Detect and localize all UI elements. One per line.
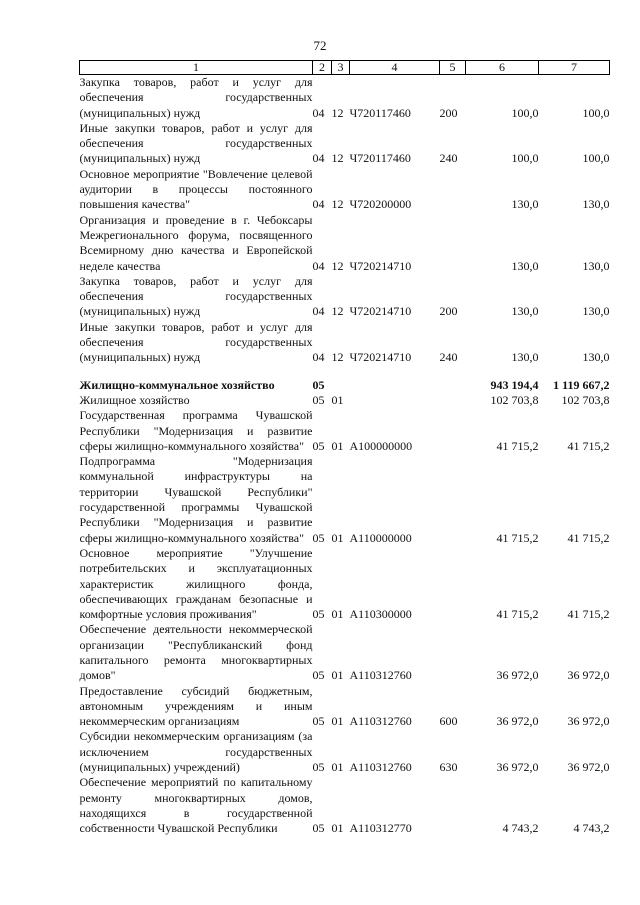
item-name xyxy=(80,366,313,378)
amount-year-1: 36 972,0 xyxy=(496,760,539,775)
table-row xyxy=(80,167,610,213)
amount-year-2: 130,0 xyxy=(582,197,610,212)
subsection-code xyxy=(332,366,350,378)
amount-year-2: 36 972,0 xyxy=(567,760,610,775)
item-name: Организация и проведение в г. Чебоксары Межрегионального форума, посвященного Всемирному дню качества и Европейской неделе качества xyxy=(79,212,313,273)
item-name: Предоставление субсидий бюджетным, автономным учреждениям и иным некоммерческим организациям xyxy=(79,683,313,729)
subsection-code: 01 xyxy=(331,668,344,683)
amount-year-1: 130,0 xyxy=(511,304,539,319)
column-header: 5 xyxy=(440,61,466,75)
amount-year-1: 100,0 xyxy=(511,151,539,166)
section-code: 05 xyxy=(312,760,325,775)
table-row xyxy=(80,454,610,546)
amount-year-2: 1 119 667,2 xyxy=(553,377,610,392)
amount-year-1: 130,0 xyxy=(511,197,539,212)
amount-year-2: 130,0 xyxy=(582,350,610,365)
section-code: 04 xyxy=(312,304,325,319)
column-header: 7 xyxy=(539,61,610,75)
subsection-code: 12 xyxy=(331,105,344,120)
item-name: Обеспечение мероприятий по капитальному ремонту многоквартирных домов, находящихся в государственной собственности Чувашской Республики xyxy=(79,775,313,836)
table-row xyxy=(80,546,610,622)
amount-year-2: 41 715,2 xyxy=(567,438,610,453)
section-code: 05 xyxy=(312,392,325,407)
subsection-code: 01 xyxy=(331,821,344,836)
subsection-code: 12 xyxy=(331,151,344,166)
item-name: Жилищное хозяйство xyxy=(79,392,190,407)
amount-year-2: 41 715,2 xyxy=(567,530,610,545)
item-name: Закупка товаров, работ и услуг для обеспечения государственных (муниципальных) нужд xyxy=(79,75,313,120)
subsection-code: 01 xyxy=(331,438,344,453)
expense-type-code xyxy=(440,167,466,213)
amount-year-2: 100,0 xyxy=(582,105,610,120)
target-article-code xyxy=(350,393,440,408)
target-article-code: Ч720117460 xyxy=(349,105,411,120)
amount-year-1: 130,0 xyxy=(511,350,539,365)
amount-year-1: 36 972,0 xyxy=(496,714,539,729)
amount-year-1: 36 972,0 xyxy=(496,668,539,683)
spacer-row xyxy=(80,366,610,378)
column-header: 6 xyxy=(466,61,539,75)
target-article-code: А110312770 xyxy=(349,821,412,836)
expense-type-code: 240 xyxy=(439,151,458,166)
expense-type-code xyxy=(440,454,466,546)
table-row xyxy=(80,378,610,393)
expense-type-code xyxy=(440,622,466,683)
target-article-code: Ч720214710 xyxy=(349,258,412,273)
table-row xyxy=(80,213,610,274)
table-row xyxy=(80,684,610,730)
item-name: Закупка товаров, работ и услуг для обеспечения государственных (муниципальных) нужд xyxy=(79,273,313,319)
expense-type-code xyxy=(440,366,466,378)
amount-year-1: 943 194,4 xyxy=(490,377,539,392)
section-code: 05 xyxy=(312,714,325,729)
column-header: 3 xyxy=(332,61,350,75)
section-code: 04 xyxy=(312,350,325,365)
section-code: 05 xyxy=(312,607,325,622)
item-name: Иные закупки товаров, работ и услуг для обеспечения государственных (муниципальных) нужд xyxy=(79,319,313,365)
expense-type-code: 240 xyxy=(439,350,458,365)
table-row xyxy=(80,622,610,683)
amount-year-1: 4 743,2 xyxy=(502,821,539,836)
section-code: 05 xyxy=(312,377,325,392)
section-code xyxy=(313,366,332,378)
target-article-code: А110312760 xyxy=(349,760,412,775)
table-row xyxy=(80,393,610,408)
subsection-code: 12 xyxy=(331,258,344,273)
subsection-code: 01 xyxy=(331,714,344,729)
amount-year-1: 41 715,2 xyxy=(496,530,539,545)
table-row xyxy=(80,75,610,121)
target-article-code xyxy=(350,366,440,378)
section-code: 04 xyxy=(312,197,325,212)
column-header: 2 xyxy=(313,61,332,75)
amount-year-1: 41 715,2 xyxy=(496,438,539,453)
target-article-code: А100000000 xyxy=(349,438,413,453)
expense-type-code: 630 xyxy=(439,760,458,775)
amount-year-2: 4 743,2 xyxy=(573,821,610,836)
section-code: 04 xyxy=(312,105,325,120)
amount-year-2: 130,0 xyxy=(582,258,610,273)
amount-year-2: 102 703,8 xyxy=(561,392,610,407)
amount-year-2: 130,0 xyxy=(582,304,610,319)
item-name: Государственная программа Чувашской Республики "Модернизация и развитие сферы жилищно-коммунального хозяйства" xyxy=(79,408,313,453)
target-article-code: Ч720117460 xyxy=(349,151,411,166)
target-article-code: Ч720200000 xyxy=(349,197,412,212)
table-row xyxy=(80,408,610,454)
expense-type-code xyxy=(440,393,466,408)
expense-type-code xyxy=(440,546,466,622)
item-name: Основное мероприятие "Вовлечение целевой аудитории в процессы постоянного повышения качества" xyxy=(79,166,313,212)
amount-year-2: 41 715,2 xyxy=(567,607,610,622)
amount-year-2: 36 972,0 xyxy=(567,668,610,683)
amount-year-1: 102 703,8 xyxy=(490,392,539,407)
section-code: 05 xyxy=(312,438,325,453)
table-body xyxy=(80,75,610,837)
target-article-code: А110300000 xyxy=(349,607,412,622)
subsection-code: 12 xyxy=(331,350,344,365)
expense-type-code xyxy=(440,775,466,836)
subsection-code: 12 xyxy=(331,197,344,212)
subsection-code: 01 xyxy=(331,607,344,622)
subsection-code xyxy=(332,378,350,393)
column-header: 1 xyxy=(80,61,313,75)
section-code: 05 xyxy=(312,530,325,545)
section-code: 04 xyxy=(312,151,325,166)
expense-type-code: 200 xyxy=(439,105,458,120)
target-article-code: Ч720214710 xyxy=(349,304,412,319)
page-number: 72 xyxy=(313,38,327,53)
table-row xyxy=(80,320,610,366)
target-article-code: Ч720214710 xyxy=(349,350,412,365)
expense-type-code xyxy=(440,408,466,454)
expense-type-code xyxy=(440,378,466,393)
expense-type-code: 200 xyxy=(439,304,458,319)
amount-year-1 xyxy=(466,366,539,378)
amount-year-2 xyxy=(539,366,610,378)
subsection-code: 12 xyxy=(331,304,344,319)
table-header-row xyxy=(80,61,610,75)
subsection-code: 01 xyxy=(331,392,344,407)
table-row xyxy=(80,274,610,320)
amount-year-1: 100,0 xyxy=(511,105,539,120)
expense-type-code: 600 xyxy=(439,714,458,729)
item-name: Иные закупки товаров, работ и услуг для обеспечения государственных (муниципальных) нужд xyxy=(79,120,313,166)
amount-year-1: 41 715,2 xyxy=(496,607,539,622)
table-row xyxy=(80,729,610,775)
amount-year-1: 130,0 xyxy=(511,258,539,273)
item-name: Субсидии некоммерческим организациям (за исключением государственных (муниципальных) учреждений) xyxy=(79,729,313,775)
amount-year-2: 100,0 xyxy=(582,151,610,166)
table-row xyxy=(80,121,610,167)
item-name: Жилищно-коммунальное хозяйство xyxy=(79,377,275,392)
item-name: Подпрограмма "Модернизация коммунальной инфраструктуры на территории Чувашской Республики" государственной программы Чувашской Республики "Модернизация и развитие сферы жилищно-коммунального хозяйства" xyxy=(79,454,313,545)
target-article-code: А110312760 xyxy=(349,714,412,729)
column-header: 4 xyxy=(350,61,440,75)
target-article-code xyxy=(350,378,440,393)
amount-year-2: 36 972,0 xyxy=(567,714,610,729)
subsection-code: 01 xyxy=(331,760,344,775)
target-article-code: А110000000 xyxy=(349,530,412,545)
section-code: 04 xyxy=(312,258,325,273)
item-name: Обеспечение деятельности некоммерческой организации "Республиканский фонд капитального ремонта многоквартирных домов" xyxy=(79,622,313,683)
section-code: 05 xyxy=(312,668,325,683)
item-name: Основное мероприятие "Улучшение потребительских и эксплуатационных характеристик жилищного фонда, обеспечивающих гражданам безопасные и комфортные условия проживания" xyxy=(79,545,313,622)
table-row xyxy=(80,775,610,836)
section-code: 05 xyxy=(312,821,325,836)
subsection-code: 01 xyxy=(331,530,344,545)
expense-type-code xyxy=(440,213,466,274)
budget-table xyxy=(79,60,610,837)
target-article-code: А110312760 xyxy=(349,668,412,683)
